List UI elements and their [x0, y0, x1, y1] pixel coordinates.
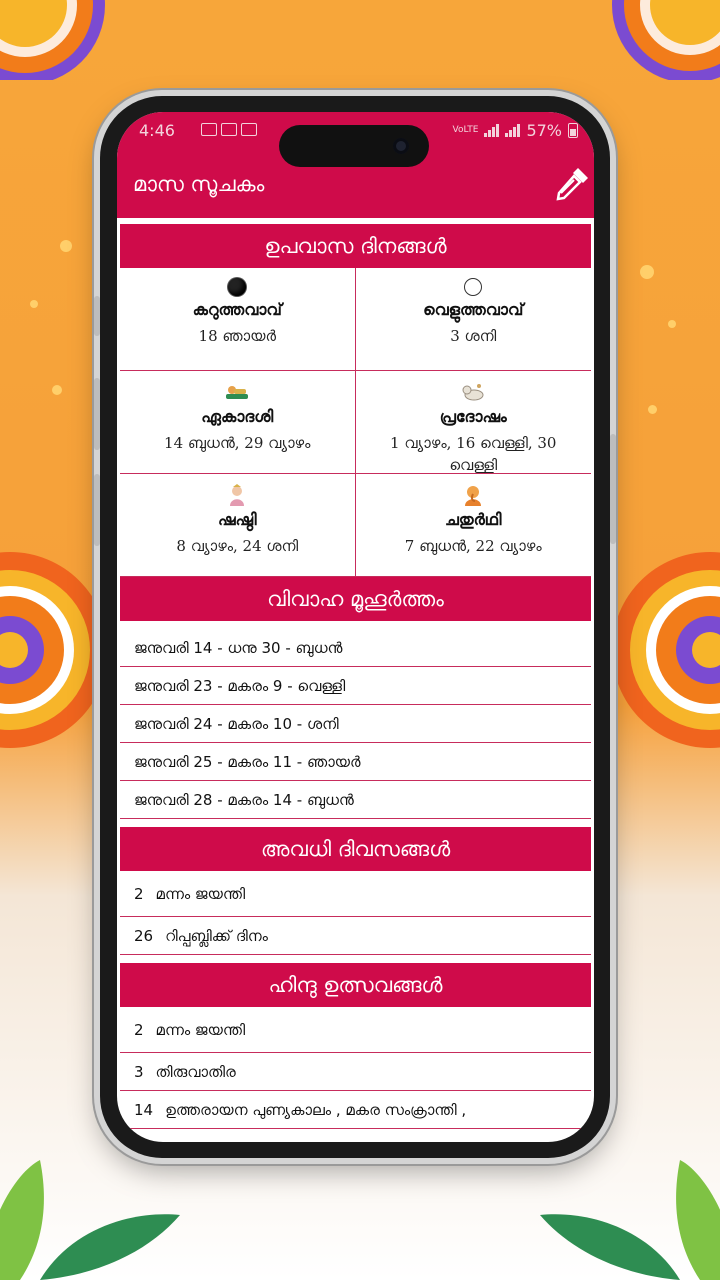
murugan-icon [227, 484, 247, 506]
holiday-day: 2 [134, 884, 144, 903]
new-moon-icon [228, 278, 246, 296]
holidays-heading: അവധി ദിവസങ്ങൾ [120, 827, 591, 871]
phone-side-button [610, 434, 616, 544]
vishnu-icon [224, 381, 250, 403]
full-moon-icon [464, 278, 482, 296]
ganesha-icon [463, 484, 483, 506]
battery-percent: 57% [526, 121, 562, 140]
battery-icon [568, 123, 578, 138]
holiday-name: റിപ്പബ്ലിക്ക് ദിനം [165, 926, 268, 945]
wedding-row: ജനുവരി 14 - ധനു 30 - ബുധൻ [120, 629, 591, 667]
status-time: 4:46 [139, 121, 175, 140]
fasting-dates: 18 ഞായർ [198, 327, 276, 345]
phone-side-button [94, 296, 100, 336]
fasting-dates: 3 ശനി [450, 327, 497, 345]
fasting-cell [120, 371, 356, 474]
holiday-name: മന്നം ജയന്തി [155, 884, 246, 903]
camera-notch [279, 125, 429, 167]
fasting-cell [356, 371, 592, 474]
fasting-dates: 1 വ്യാഴം, 16 വെള്ളി, 30 വെള്ളി [390, 434, 557, 474]
fasting-name: ഏകാദശി [201, 407, 274, 426]
phone-side-button [94, 474, 100, 546]
app-screen [117, 112, 594, 1142]
phone-side-button [94, 378, 100, 450]
fasting-cell [356, 474, 592, 577]
festival-name: തിരുവാതിര [155, 1062, 236, 1081]
wedding-row: ജനുവരി 23 - മകരം 9 - വെള്ളി [120, 667, 591, 705]
wedding-row: ജനുവരി 28 - മകരം 14 - ബുധൻ [120, 781, 591, 819]
fasting-cell [356, 268, 592, 371]
fasting-dates: 8 വ്യാഴം, 24 ശനി [176, 537, 299, 555]
festival-name: ഉത്തരായന പുണ്യകാലം , മകര സംക്രാന്തി , [165, 1100, 467, 1119]
festival-row [120, 1053, 591, 1091]
signal-icon [484, 124, 499, 137]
fasting-name: ചതുർഥി [445, 510, 502, 529]
fasting-name: പ്രദോഷം [439, 407, 507, 426]
wedding-row: ജനുവരി 25 - മകരം 11 - ഞായർ [120, 743, 591, 781]
fasting-heading: ഉപവാസ ദിനങ്ങൾ [120, 224, 591, 268]
fasting-name: വെളുത്തവാവ് [423, 300, 524, 319]
fasting-cell [120, 268, 356, 371]
color-picker-icon[interactable] [552, 164, 592, 204]
wedding-heading: വിവാഹ മൂഹൂർത്തം [120, 577, 591, 621]
volte-label: VoLTE [452, 125, 479, 135]
calendar-icon [241, 123, 257, 136]
sun-decoration-icon [0, 0, 110, 80]
content [117, 224, 594, 1129]
wedding-row: ജനുവരി 24 - മകരം 10 - ശനി [120, 705, 591, 743]
nandi-icon [461, 381, 485, 403]
holiday-row [120, 917, 591, 955]
signal-icon [505, 124, 520, 137]
calendar-icon [221, 123, 237, 136]
mandala-decoration-icon [610, 520, 720, 780]
festival-day: 14 [134, 1100, 154, 1119]
fasting-dates: 7 ബുധൻ, 22 വ്യാഴം [404, 537, 542, 555]
fasting-grid [120, 268, 591, 577]
festival-day: 2 [134, 1020, 144, 1039]
festival-name: മന്നം ജയന്തി [155, 1020, 246, 1039]
fasting-name: കറുത്തവാവ് [192, 300, 282, 319]
fasting-dates: 14 ബുധൻ, 29 വ്യാഴം [164, 434, 311, 452]
festival-row [120, 1091, 591, 1129]
status-right [453, 121, 579, 140]
festival-row [120, 1007, 591, 1053]
festivals-heading: ഹിന്ദു ഉത്സവങ്ങൾ [120, 963, 591, 1007]
holiday-row [120, 871, 591, 917]
notification-icons [201, 123, 257, 136]
gallery-icon [201, 123, 217, 136]
sun-decoration-icon [610, 0, 720, 80]
page-title: മാസ സൂചകം [133, 172, 265, 196]
fasting-name: ഷഷ്ഠി [217, 510, 257, 529]
mandala-decoration-icon [0, 520, 110, 780]
fasting-cell [120, 474, 356, 577]
festival-day: 3 [134, 1062, 144, 1081]
holiday-day: 26 [134, 926, 154, 945]
